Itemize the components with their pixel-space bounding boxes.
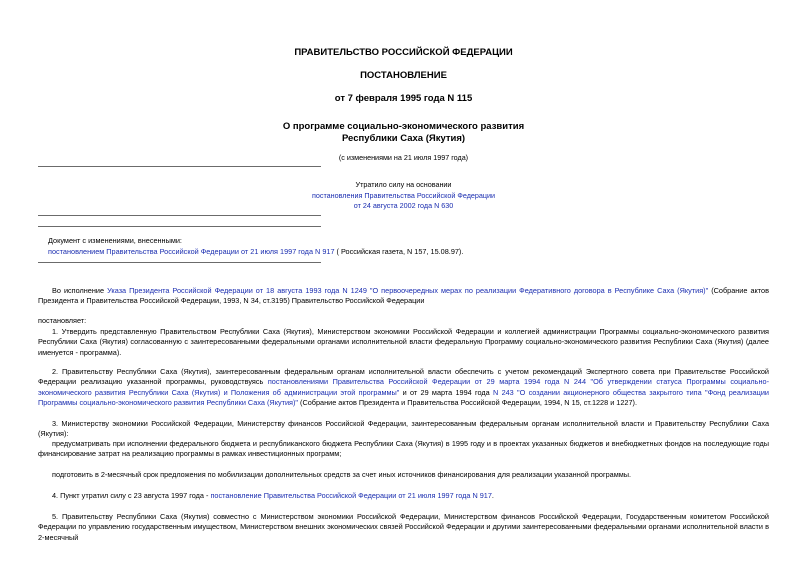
divider (38, 262, 321, 263)
status-link-1[interactable]: постановления Правительства Российской Федерации (311, 191, 496, 200)
item-2-link-1[interactable]: постановлениями Правительства Российской Федерации от 29 марта 1994 года N 244 "Об утверждении статуса Программы социально-экономического развития Республики Саха (Якутия) и Положения об администрации этой программы" (38, 377, 769, 397)
item-2-link-2[interactable]: N 243 "О создании акционерного общества закрытого типа "Фонд реализации Программы социально-экономического развития Республики Саха (Якутия)" (38, 387, 769, 408)
item-5: 5. Правительству Республики Саха (Якутия) совместно с Министерством экономики Российской Федерации, Министерством финансов Российской Федерации, Государственным комитетом Российской Федерации по управлению государственным имуществом, Министерством внешних экономических связей Российской Федерации и другими заинтересованными федеральными органами исполнительной власти в 2-месячный (38, 512, 769, 542)
changes-tail: ( Российская газета, N 157, 15.08.97). (334, 247, 464, 256)
item-3b: подготовить в 2-месячный срок предложения по мобилизации дополнительных средств за счет иных источников финансирования для реализации указанной программы. (52, 470, 632, 479)
status-line: Утратило силу на основании (355, 180, 452, 189)
item-2: 2. Правительству Республики Саха (Якутия), заинтересованным федеральным органам исполнительной власти обеспечить с учетом рекомендаций Экспертного совета при Правительстве Российской Федерации реализацию указанной программы, руководствуясь постановлениями Правительства Российской Федерации от 29 марта 1994 года N 244 "Об утверждении статуса Программы социально-экономического развития Республики Саха (Якутия) и Положения об администрации этой программы" и от 29 марта 1994 года N 243 "О создании акционерного общества закрытого типа "Фонд реализации Программы социально-экономического развития Республики Саха (Якутия)" (Собрание актов Президента и Правительства Российской Федерации, 1994, N 15, ст.1228 и 1227). (38, 367, 769, 408)
divider (38, 226, 321, 227)
item-4: 4. Пункт утратил силу с 23 августа 1997 года - постановление Правительства Российской Федерации от 21 июля 1997 года N 917. (52, 491, 494, 500)
item-3: 3. Министерству экономики Российской Федерации, Министерству финансов Российской Федерации, заинтересованным федеральным органам исполнительной власти и Правительству Республики Саха (Якутия): (38, 419, 769, 439)
changes-intro: Документ с изменениями, внесенными: (48, 236, 182, 245)
changes-line (48, 247, 463, 258)
divider (38, 166, 321, 167)
decree-word: постановляет: (38, 316, 87, 325)
amendments-note: (с изменениями на 21 июля 1997 года) (338, 153, 469, 162)
status-link-2[interactable]: от 24 августа 2002 года N 630 (353, 201, 454, 210)
title-line-1: О программе социально-экономического развития (282, 121, 525, 132)
item-4-link[interactable]: постановление Правительства Российской Федерации от 21 июля 1997 года N 917 (210, 491, 492, 500)
decree-link[interactable]: Указа Президента Российской Федерации от 18 августа 1993 года N 1249 "О первоочередных мерах по реализации Федеративного договора в Республике Саха (Якутия)" (107, 286, 709, 295)
divider (38, 215, 321, 216)
title-line-2: Республики Саха (Якутия) (341, 133, 466, 144)
item-1: 1. Утвердить представленную Правительством Республики Саха (Якутия), Министерством экономики Российской Федерации и коллегией администрации Программы социально-экономического развития Республики Саха (Якутия) согласованную с заинтересованными федеральными органами исполнительной власти федеральную Программу социально-экономического развития Республики Саха (Якутия) (далее именуется - программа). (38, 327, 769, 357)
changes-link[interactable]: постановлением Правительства Российской Федерации от 21 июля 1997 года N 917 (48, 247, 335, 256)
item-3a: предусматривать при исполнении федерального бюджета и республиканского бюджета Республики Саха (Якутия) в 1995 году и в проектах указанных бюджетов и внебюджетных фондов на последующие годы финансирование затрат на реализацию программы в рамках инвестиционных программ; (38, 439, 769, 459)
preamble-paragraph: Во исполнение Указа Президента Российской Федерации от 18 августа 1993 года N 1249 "О первоочередных мерах по реализации Федеративного договора в Республике Саха (Якутия)" (Собрание актов Президента и Правительства Российской Федерации, 1993, N 34, ст.3195) Правительство Российской Федерации (38, 286, 769, 306)
date-number-heading: от 7 февраля 1995 года N 115 (334, 93, 473, 104)
doc-type-heading: ПОСТАНОВЛЕНИЕ (360, 70, 447, 81)
org-heading: ПРАВИТЕЛЬСТВО РОССИЙСКОЙ ФЕДЕРАЦИИ (294, 47, 513, 58)
